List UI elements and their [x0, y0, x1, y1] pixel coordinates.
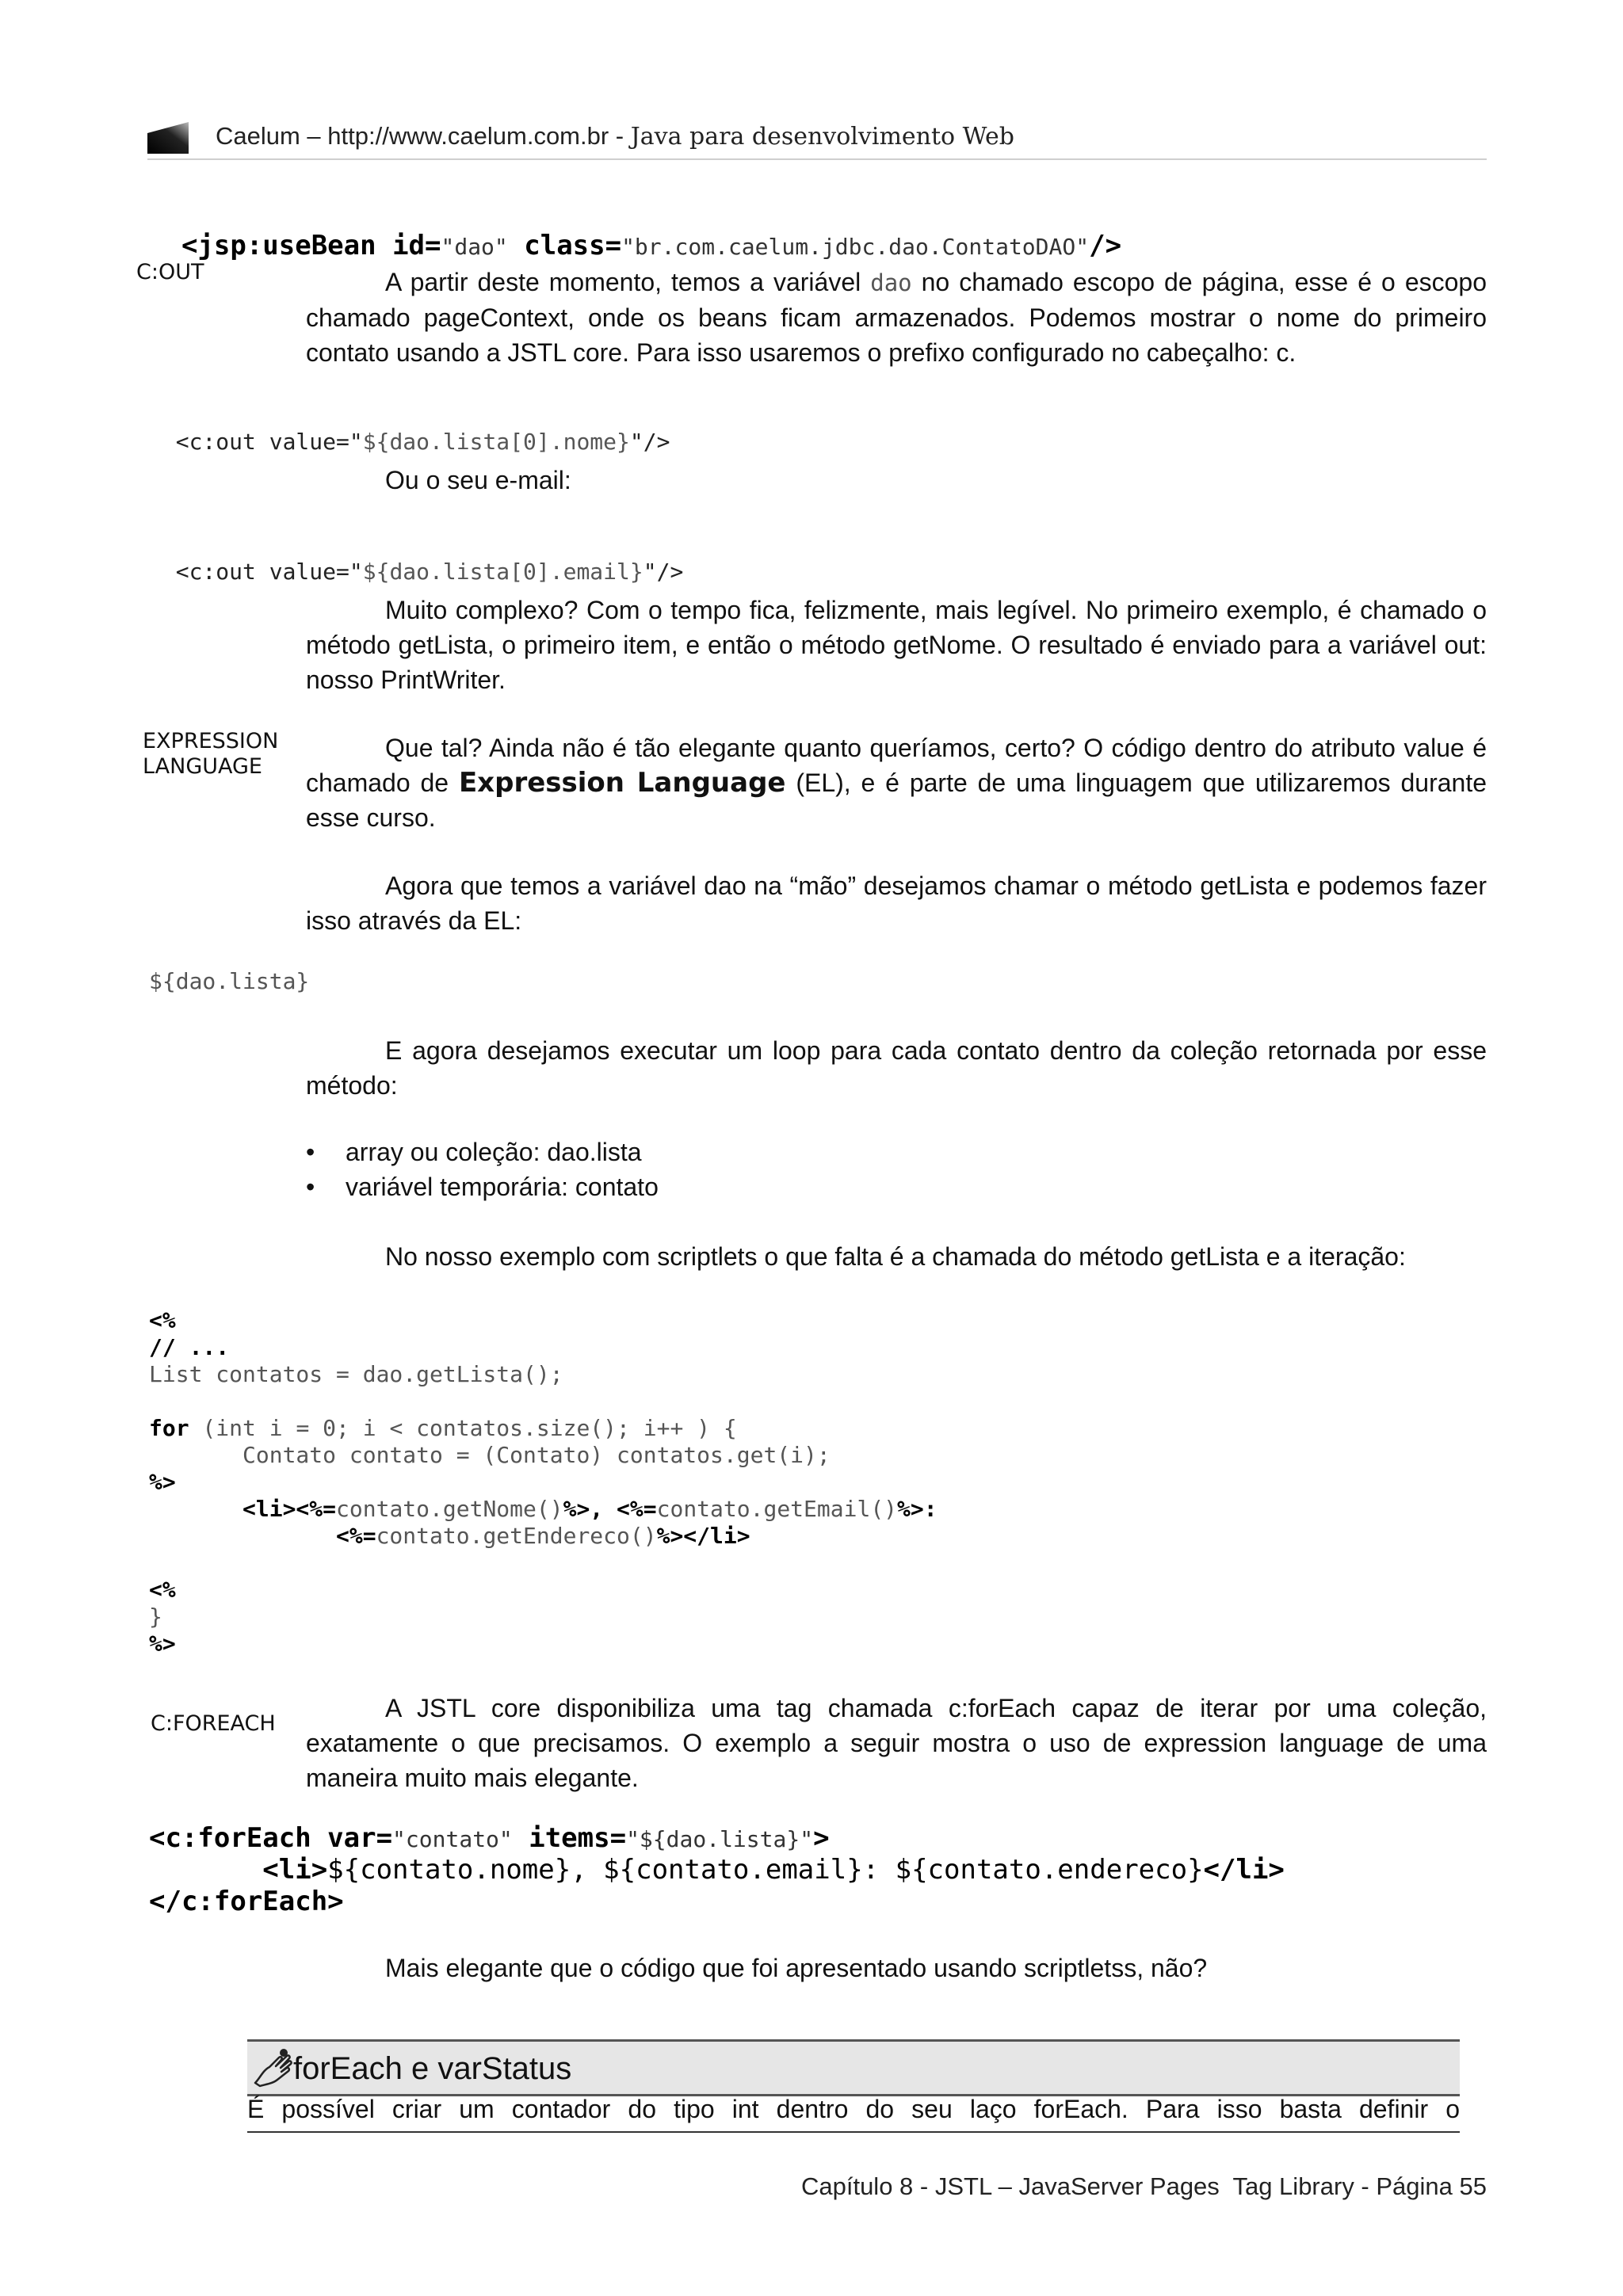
caelum-logo: [147, 122, 189, 154]
text-run: (EL), e é parte de uma linguagem que utilizaremos durante esse curso.: [306, 769, 1487, 832]
text-run: Agora que temos a variável dao na “mão” desejamos chamar o método getLista e podemos fazer isso através da EL:: [306, 871, 1487, 935]
text-run: Mais elegante que o código que foi apresentado usando scriptletss, não?: [385, 1954, 1208, 1982]
code-token: id=: [392, 230, 441, 261]
code-token: "${dao.lista}": [626, 1826, 814, 1852]
code-token: <c:forEach var=: [149, 1822, 393, 1854]
margin-label-foreach: C:FOREACH: [151, 1711, 276, 1736]
header-subtitle: Java para desenvolvimento Web: [630, 123, 1014, 151]
code-token: %>, <%=: [563, 1496, 657, 1522]
code-token: <c:out value=": [175, 559, 363, 585]
margin-label-expression-language: [143, 729, 278, 780]
code-token: ${dao.lista[0].nome}: [362, 429, 630, 455]
paragraph-9: [306, 1951, 1487, 1985]
code-token: "br.com.caelum.jdbc.dao.ContatoDAO": [621, 234, 1090, 260]
text-run: Muito complexo? Com o tempo fica, felizmente, mais legível. No primeiro exemplo, é chamado o método getLista, o primeiro item, e então o método getNome. O resultado é enviado para a variável out: nosso PrintWriter.: [306, 596, 1487, 694]
paragraph-2: [306, 463, 1487, 498]
code-token: (int i = 0; i < contatos.size(); i++ ) {: [189, 1415, 737, 1441]
code-token: <li>: [149, 1854, 328, 1886]
text-run: Ou o seu e-mail:: [385, 466, 571, 494]
code-token: </c:forEach>: [149, 1886, 344, 1917]
code-token: for: [149, 1415, 189, 1441]
code-out-email: [149, 532, 683, 585]
tip-box-title-bar: [247, 2039, 1460, 2096]
code-line: %>: [149, 1630, 176, 1657]
code-line: }: [149, 1604, 162, 1630]
text-run: no chamado escopo de página, esse é o escopo chamado pageContext, onde os beans ficam armazenados. Podemos mostrar o nome do primeiro contato usando a JSTL core. Para isso usaremos o prefixo configurado no cabeçalho: c.: [306, 268, 1487, 367]
code-token: >: [813, 1822, 830, 1854]
code-line: // ...: [149, 1334, 230, 1360]
list-item-text: array ou coleção: dao.lista: [346, 1138, 642, 1166]
code-token: <li><%=: [149, 1496, 337, 1522]
page-footer: Capítulo 8 - JSTL – JavaServer Pages Tag Library - Página 55: [800, 2172, 1487, 2200]
text-run: A partir deste momento, temos a variável: [385, 268, 871, 296]
text-run: Que tal? Ainda não é tão elegante quanto queríamos, certo? O código dentro do atributo value é chamado de: [306, 734, 1487, 797]
code-line: <%: [149, 1307, 176, 1333]
paragraph-4: [306, 730, 1487, 835]
code-token: <%=: [149, 1523, 376, 1549]
code-line: %>: [149, 1469, 176, 1495]
code-line: Contato contato = (Contato) contatos.get(i);: [149, 1442, 831, 1468]
text-run: E agora desejamos executar um loop para cada contato dentro da coleção retornada por esse método:: [306, 1036, 1487, 1100]
margin-label-line: LANGUAGE: [143, 754, 262, 779]
code-token: <c:out value=": [175, 429, 363, 455]
code-token: contato.getEmail(): [656, 1496, 898, 1522]
code-token: />: [1089, 230, 1122, 261]
list-item-text: variável temporária: contato: [346, 1173, 659, 1201]
hand-pointer-icon: [252, 2046, 293, 2088]
code-token: <jsp:useBean: [181, 230, 393, 261]
paragraph-3: [306, 593, 1487, 697]
code-out-nome: [149, 402, 670, 455]
code-token: items=: [512, 1822, 627, 1854]
text-run: A JSTL core disponibiliza uma tag chamada c:forEach capaz de iterar por uma coleção, exatamente o que precisamos. O exemplo a seguir mostra o uso de expression language de uma maneira muito mais elegante.: [306, 1694, 1487, 1792]
list-item: • variável temporária: contato: [306, 1173, 659, 1201]
paragraph-7: [306, 1239, 1487, 1274]
code-line: <%: [149, 1577, 176, 1603]
code-token: contato.getNome(): [336, 1496, 563, 1522]
header-divider: [147, 158, 1487, 160]
paragraph-5: [306, 868, 1487, 938]
code-line: List contatos = dao.getLista();: [149, 1361, 563, 1387]
code-el-lista: ${dao.lista}: [149, 968, 310, 994]
code-token: "/>: [629, 429, 670, 455]
code-token: %></li>: [656, 1523, 750, 1549]
code-token: class=: [507, 230, 622, 261]
code-usebean: [149, 198, 1121, 261]
paragraph-1: [306, 265, 1487, 370]
text-run: No nosso exemplo com scriptlets o que falta é a chamada do método getLista e a iteração:: [385, 1242, 1406, 1271]
inline-code: dao: [870, 269, 912, 296]
paragraph-6: [306, 1033, 1487, 1103]
margin-label-cout: C:OUT: [136, 260, 204, 284]
code-token: "contato": [392, 1826, 513, 1852]
code-token: "/>: [643, 559, 684, 585]
tip-box-text: É possível criar um contador do tipo int dentro do seu laço forEach. Para isso basta definir o: [247, 2095, 1460, 2123]
bold-term: Expression Language: [458, 767, 786, 799]
code-token: </li>: [1203, 1854, 1285, 1886]
tip-box-title: forEach e varStatus: [293, 2051, 572, 2086]
code-token: ${contato.nome}, ${contato.email}: ${contato.endereco}: [327, 1854, 1204, 1886]
code-token: contato.getEndereco(): [376, 1523, 657, 1549]
margin-label-line: EXPRESSION: [143, 729, 279, 753]
paragraph-8: [306, 1691, 1487, 1795]
header-text: Caelum – http://www.caelum.com.br -: [216, 122, 631, 150]
list-item: • array ou coleção: dao.lista: [306, 1138, 642, 1166]
code-token: "dao": [441, 234, 508, 260]
page-header: [216, 119, 1014, 154]
tip-box-divider: [247, 2131, 1460, 2133]
code-token: ${dao.lista[0].email}: [362, 559, 643, 585]
code-token: %>:: [897, 1496, 938, 1522]
